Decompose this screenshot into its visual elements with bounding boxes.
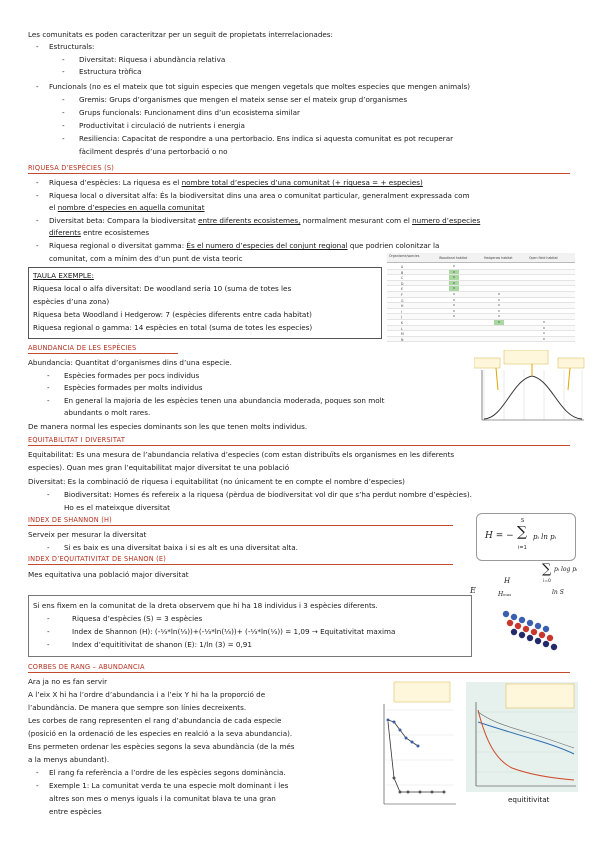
individual-dot [543, 641, 549, 647]
individual-dot [511, 629, 517, 635]
formula-e-hmax: Hₘₐₓ [498, 591, 512, 598]
corbes-line: Les corbes de rang representen el rang d’abundancia de cada especie [28, 716, 282, 725]
corbes-line: Ens permeten ordenar les espècies segons la seva abundància (de la més [28, 742, 295, 751]
presence-mark: x [498, 308, 500, 313]
individual-dot [543, 626, 549, 632]
individual-dot [539, 632, 545, 638]
bullet-dash: - [36, 82, 39, 91]
species-label: A [401, 265, 404, 269]
estructurals-item: Diversitat: Riquesa i abundància relativa [79, 55, 226, 64]
riquesa-b2-cont: el nombre d’especies en aquella comunitat [49, 203, 205, 212]
presence-mark: x [449, 286, 459, 291]
presence-mark: x [449, 275, 459, 280]
equitabilitat-line: especies). Quan mes gran l’equitabilitat major diversitat te una població [28, 463, 290, 472]
species-label: K [401, 321, 404, 325]
presence-mark: x [453, 308, 455, 313]
estructurals-label: Estructurals: [49, 42, 95, 51]
presence-mark: x [449, 281, 459, 286]
bullet-dash: - [36, 781, 39, 790]
presence-mark: x [449, 270, 459, 275]
species-label: H [401, 304, 404, 309]
species-label: G [401, 298, 404, 303]
annotation-box [474, 358, 500, 368]
funcionals-item: Productivitat i circulació de nutrients i energia [79, 121, 245, 130]
annotation-box [558, 358, 584, 368]
abundancia-def: Abundancia: Quantitat d’organismes dins d’una especie. [28, 358, 232, 367]
community-individuals-figure [496, 600, 566, 656]
species-label: E [401, 287, 404, 292]
abundancia-item-cont: abundants o molt rares. [64, 408, 151, 417]
bullet-dash: - [47, 396, 50, 405]
species-label: C [401, 276, 404, 281]
species-table [387, 253, 575, 347]
taula-line: espècies d’una zona) [33, 297, 110, 306]
bullet-dash: - [47, 640, 50, 649]
formula-e-num: pᵢ log pᵢ [554, 566, 578, 573]
presence-mark: x [453, 292, 455, 296]
abundance-distribution-figure [474, 350, 586, 430]
bullet-dash: - [62, 95, 65, 104]
shannon-def: Serveix per mesurar la diversitat [28, 530, 147, 539]
bullet-dash: - [36, 241, 39, 250]
bullet-dash: - [62, 67, 65, 76]
taula-line: Riquesa beta Woodland i Hedgerow: 7 (espècies diferents entre cada habitat) [33, 310, 312, 319]
bullet-dash: - [47, 614, 50, 623]
individual-dot [531, 629, 537, 635]
species-label: N [401, 337, 404, 342]
presence-mark: x [453, 264, 455, 268]
species-label: J [401, 315, 402, 320]
species-label: D [401, 281, 404, 286]
bullet-dash: - [47, 383, 50, 392]
bullet-dash: - [47, 627, 50, 636]
resiliencia-line: fàcilment després d’una pertorbació o no [79, 147, 228, 156]
bullet-dash: - [62, 55, 65, 64]
formula-sum-bot: i=1 [518, 545, 527, 551]
bullet-dash: - [62, 121, 65, 130]
individual-dot [519, 617, 525, 623]
funcionals-item: Gremis: Grups d’organismes que mengen el mateix sense ser el mateix grup d’organismes [79, 95, 408, 104]
equitativitat-def: Mes equitativa una població major diversitat [28, 570, 189, 579]
abundancia-item: Espècies formades per pocs individus [64, 371, 200, 380]
sigma-symbol: ∑ [517, 524, 527, 540]
presence-mark: x [498, 314, 500, 319]
example-item: Index de Shannon (H): (-⅓*ln(⅓))+(-⅓*ln(⅓))+ (-⅓*ln(⅓)) = 1,09 → Equitativitat maxima [72, 627, 396, 636]
corbes-line: l’abundància. De manera que sempre son línies decreixents. [28, 703, 247, 712]
section-title-equitativitat: INDEX D’EQUITATIVITAT DE SHANON (E) [28, 555, 167, 563]
riquesa-b3-cont: diferents entre ecosistemes [49, 228, 150, 237]
bullet-dash: - [36, 178, 39, 187]
species-label: B [401, 270, 404, 275]
individual-dot [535, 623, 541, 629]
section-rule [28, 173, 570, 174]
individual-dot [515, 623, 521, 629]
corbes-bullet: El rang fa referència a l’ordre de les espècies segons dominància. [49, 768, 286, 777]
corbes-bullet: Exemple 1: La comunitat verda te una especie molt dominant i les [49, 781, 289, 790]
table-header-cell: Organisme/species [389, 254, 420, 258]
individual-dot [551, 644, 557, 650]
riquesa-b2: Riquesa local o diversitat alfa: És la biodiversitat dins una area o comunitat particular, generalment expressada com [49, 191, 470, 200]
species-label: I [401, 309, 402, 314]
taula-title: TAULA EXEMPLE: [33, 271, 94, 280]
corbes-line: Ara ja no es fan servir [28, 677, 108, 686]
presence-mark: x [453, 314, 455, 319]
presence-mark: x [453, 297, 455, 302]
species-table-row [387, 337, 575, 343]
example-item: Index d’equititivitat de shanon (E): 1/ln (3) = 0,91 [72, 640, 252, 649]
presence-mark: x [498, 297, 500, 302]
individual-dot [519, 632, 525, 638]
table-header-cell: Woodland habitat [439, 256, 468, 260]
formula-sum-top: S [521, 518, 525, 524]
section-title-corbes: CORBES DE RANG – ABUNDANCIA [28, 663, 145, 671]
presence-mark: x [543, 325, 545, 330]
funcionals-item: Grups funcionals: Funcionament dins d’un ecosistema similar [79, 108, 300, 117]
presence-mark: x [498, 303, 500, 308]
section-rule [28, 672, 570, 673]
rank-abundance-figure-1 [368, 680, 460, 812]
intro-text: Les comunitats es poden caracteritzar per un seguit de propietats interrelacionades: [28, 30, 333, 39]
formula-h-term: pᵢ ln pᵢ [533, 533, 556, 541]
bullet-dash: - [36, 768, 39, 777]
riquesa-b4-cont: comunitat, com a mínim des d’un punt de vista teoric [49, 254, 243, 263]
presence-mark: x [498, 292, 500, 296]
species-label: F [401, 293, 403, 297]
section-title-equitabilitat: EQUITABILITAT I DIVERSITAT [28, 436, 126, 444]
corbes-bullet-cont: entre espècies [49, 807, 102, 816]
presence-mark: x [543, 336, 545, 341]
individual-dot [535, 638, 541, 644]
section-title-abundancia: ABUNDANCIA DE LES ESPÈCIES [28, 344, 137, 352]
corbes-bullet-cont: altres son mes o menys iguals i la comunitat blava te una gran [49, 794, 276, 803]
estructurals-item: Estructura tròfica [79, 67, 142, 76]
formula-e-h: H [504, 577, 511, 585]
biodiversitat-line: Ho es el mateixque diversitat [64, 503, 170, 512]
formula-e-sum-bot: i=0 [543, 579, 551, 584]
section-rule [28, 564, 453, 565]
resiliencia-line: Resiliencia: Capacitat de respondre a una pertorbacio. Ens indica si aquesta comunitat es pot recuperar [79, 134, 454, 143]
riquesa-b3: Diversitat beta: Compara la biodiversitat entre diferents ecosistemes, normalment mesurant com el numero d’especies [49, 216, 481, 225]
bullet-dash: - [36, 42, 39, 51]
riquesa-b4: Riquesa regional o diversitat gamma: És el numero d’especies del conjunt regional que podrien colonitzar la [49, 241, 440, 250]
taula-line: Riquesa regional o gamma: 14 espècies en total (suma de totes les especies) [33, 323, 313, 332]
individual-dot [511, 614, 517, 620]
individual-dot [527, 620, 533, 626]
individual-dot [527, 635, 533, 641]
rank-abundance-figure-2 [466, 682, 578, 792]
formula-e-den: ln S [552, 589, 564, 596]
biodiversitat-line: Biodiversitat: Homes és refereix a la riquesa (pèrdua de biodiversitat vol dir que s’ha perdut nombre d’espècies). [64, 490, 472, 499]
equititivitat-side-label: equititivitat [508, 795, 550, 804]
annotation-box [504, 350, 548, 364]
shannon-item: Si es baix es una diversitat baixa i si es alt es una diversitat alta. [64, 543, 298, 552]
individual-dot [507, 620, 513, 626]
species-table-header [387, 253, 575, 263]
formula-h-lhs: H = − [485, 531, 514, 541]
example-item: Riquesa d’espècies (S) = 3 espècies [72, 614, 203, 623]
bullet-dash: - [36, 216, 39, 225]
equitabilitat-line: Equitabilitat: Es una mesura de l’abundancia relativa d’especies (com estan distribuïts els organismes en les diferents [28, 450, 455, 459]
shannon-formula-box [476, 513, 576, 561]
taula-line: Riquesa local o alfa diversitat: De woodland seria 10 (suma de totes les [33, 284, 292, 293]
individual-dot [503, 611, 509, 617]
abundancia-item: En general la majoria de les espècies tenen una abundancia moderada, poques son molt [64, 396, 385, 405]
presence-mark: x [543, 320, 545, 324]
bullet-dash: - [47, 490, 50, 499]
riquesa-b1: Riquesa d’espècies: La riquesa es el nombre total d’especies d’una comunitat (+ riquesa = + especies) [49, 178, 423, 187]
annotation-box [394, 682, 450, 702]
formula-e-lhs: E [470, 586, 476, 595]
presence-mark: x [494, 320, 504, 325]
individual-dot [523, 626, 529, 632]
table-header-cell: Open field habitat [529, 256, 558, 260]
presence-mark: x [453, 303, 455, 308]
table-header-cell: Hedgerow habitat [484, 256, 513, 260]
species-label: L [401, 326, 403, 331]
bullet-dash: - [47, 371, 50, 380]
presence-mark: x [543, 331, 545, 336]
bullet-dash: - [62, 108, 65, 117]
bullet-dash: - [47, 543, 50, 552]
corbes-line: a la menys abundant). [28, 755, 110, 764]
section-rule [28, 353, 178, 354]
species-label: M [401, 332, 404, 337]
example-intro: Si ens fixem en la comunitat de la dreta observem que hi ha 18 individus i 3 espècies diferents. [33, 601, 378, 610]
equitabilitat-line: Diversitat: Es la combinació de riquesa i equitabilitat (no únicament te en compte el nombre d’especies) [28, 477, 405, 486]
section-rule [28, 525, 453, 526]
individual-dot [547, 635, 553, 641]
bullet-dash: - [36, 191, 39, 200]
bullet-dash: - [62, 134, 65, 143]
corbes-line: A l’eix X hi ha l’ordre d’abundancia i a l’eix Y hi ha la proporció de [28, 690, 266, 699]
corbes-line: (posició en la ordenació de les especies en realció a la seva abundancia). [28, 729, 293, 738]
section-title-shannon: INDEX DE SHANNON (H) [28, 516, 112, 524]
abundancia-item: Espècies formades per molts individus [64, 383, 203, 392]
section-title-riquesa: RIQUESA D’ESPÈCIES (S) [28, 164, 115, 172]
section-rule [28, 445, 570, 446]
funcionals-label: Funcionals (no es el mateix que tot siguin especies que mengen vegetals que moltes especies que mengen animals) [49, 82, 471, 91]
abundancia-end: De manera normal les especies dominants son les que tenen molts individus. [28, 422, 308, 431]
annotation-box [506, 684, 574, 708]
sigma-symbol: ∑ [542, 562, 552, 577]
